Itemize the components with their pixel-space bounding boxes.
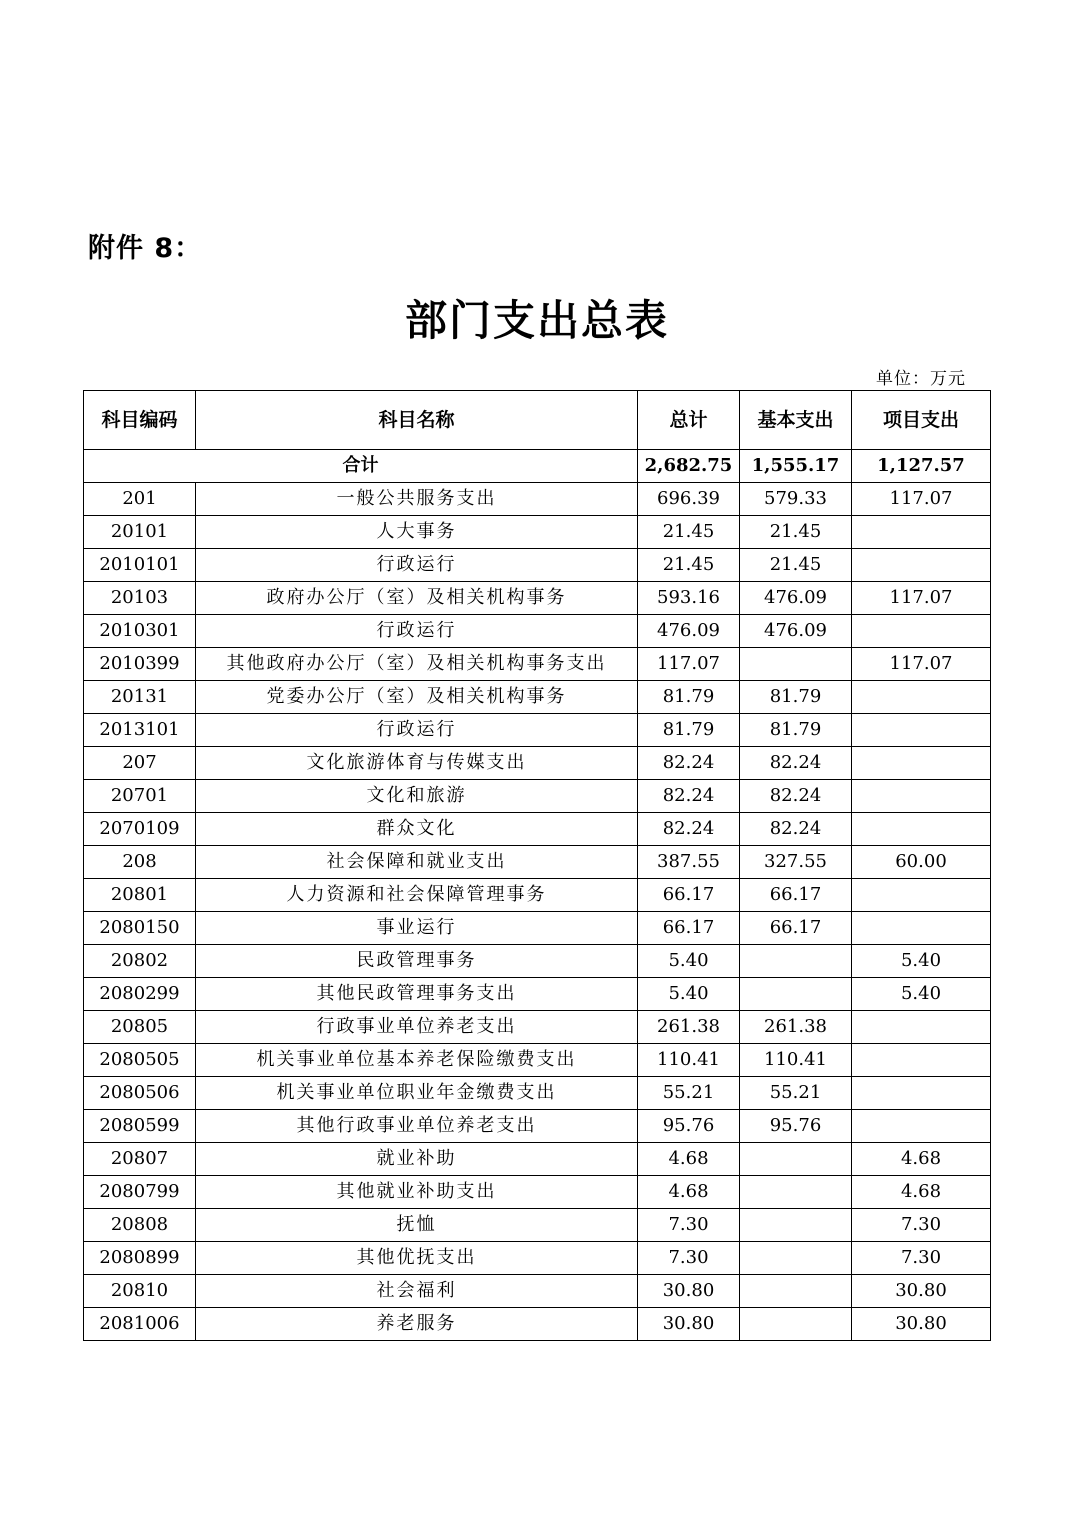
cell-total: 21.45 <box>638 516 740 549</box>
cell-basic: 327.55 <box>740 846 852 879</box>
table-row <box>84 813 991 846</box>
cell-total: 21.45 <box>638 549 740 582</box>
table-row <box>84 1209 991 1242</box>
cell-total: 30.80 <box>638 1308 740 1341</box>
cell-total: 95.76 <box>638 1110 740 1143</box>
cell-total: 7.30 <box>638 1242 740 1275</box>
cell-basic <box>740 1143 852 1176</box>
table-row <box>84 582 991 615</box>
cell-name: 机关事业单位基本养老保险缴费支出 <box>196 1044 638 1077</box>
cell-project: 30.80 <box>852 1275 991 1308</box>
cell-total: 82.24 <box>638 813 740 846</box>
cell-code: 207 <box>84 747 196 780</box>
cell-name: 就业补助 <box>196 1143 638 1176</box>
cell-total: 261.38 <box>638 1011 740 1044</box>
cell-total: 110.41 <box>638 1044 740 1077</box>
cell-basic: 579.33 <box>740 483 852 516</box>
table-body <box>84 450 991 1341</box>
cell-basic <box>740 978 852 1011</box>
cell-project: 117.07 <box>852 648 991 681</box>
cell-basic: 55.21 <box>740 1077 852 1110</box>
table-row <box>84 1011 991 1044</box>
cell-total: 593.16 <box>638 582 740 615</box>
cell-project: 30.80 <box>852 1308 991 1341</box>
cell-code: 2080899 <box>84 1242 196 1275</box>
cell-total: 5.40 <box>638 978 740 1011</box>
cell-project <box>852 912 991 945</box>
cell-name: 民政管理事务 <box>196 945 638 978</box>
attachment-label: 附件 8： <box>88 233 203 264</box>
cell-name: 机关事业单位职业年金缴费支出 <box>196 1077 638 1110</box>
cell-total: 5.40 <box>638 945 740 978</box>
cell-code: 20801 <box>84 879 196 912</box>
cell-code: 20101 <box>84 516 196 549</box>
table-row <box>84 1077 991 1110</box>
cell-code: 20810 <box>84 1275 196 1308</box>
cell-code: 2070109 <box>84 813 196 846</box>
cell-name: 人力资源和社会保障管理事务 <box>196 879 638 912</box>
table-row <box>84 549 991 582</box>
cell-basic: 82.24 <box>740 780 852 813</box>
cell-basic: 95.76 <box>740 1110 852 1143</box>
cell-code: 208 <box>84 846 196 879</box>
unit-label: 单位：万元 <box>876 369 966 389</box>
cell-basic: 81.79 <box>740 714 852 747</box>
cell-name: 事业运行 <box>196 912 638 945</box>
cell-project <box>852 1011 991 1044</box>
table-row <box>84 1308 991 1341</box>
cell-basic: 21.45 <box>740 549 852 582</box>
cell-total: 66.17 <box>638 879 740 912</box>
cell-project: 4.68 <box>852 1143 991 1176</box>
cell-name: 行政事业单位养老支出 <box>196 1011 638 1044</box>
table-row <box>84 747 991 780</box>
table-row <box>84 879 991 912</box>
cell-basic <box>740 1275 852 1308</box>
cell-code: 2080799 <box>84 1176 196 1209</box>
cell-code: 2010301 <box>84 615 196 648</box>
cell-name: 文化和旅游 <box>196 780 638 813</box>
cell-basic <box>740 1209 852 1242</box>
cell-basic <box>740 1242 852 1275</box>
cell-code: 20701 <box>84 780 196 813</box>
cell-basic: 82.24 <box>740 813 852 846</box>
cell-name: 其他就业补助支出 <box>196 1176 638 1209</box>
total-row <box>84 450 991 483</box>
table-row <box>84 912 991 945</box>
cell-project: 7.30 <box>852 1242 991 1275</box>
table-row <box>84 1176 991 1209</box>
cell-code: 201 <box>84 483 196 516</box>
table-row <box>84 780 991 813</box>
cell-basic <box>740 1308 852 1341</box>
table-header-row <box>84 391 991 450</box>
total-project: 1,127.57 <box>852 450 991 483</box>
total-basic: 1,555.17 <box>740 450 852 483</box>
header-total: 总计 <box>638 391 740 450</box>
cell-project <box>852 1044 991 1077</box>
table-row <box>84 1242 991 1275</box>
table-row <box>84 846 991 879</box>
cell-basic <box>740 1176 852 1209</box>
cell-name: 人大事务 <box>196 516 638 549</box>
cell-project <box>852 549 991 582</box>
cell-project <box>852 1110 991 1143</box>
cell-project <box>852 516 991 549</box>
header-basic: 基本支出 <box>740 391 852 450</box>
cell-name: 行政运行 <box>196 615 638 648</box>
cell-code: 2081006 <box>84 1308 196 1341</box>
cell-total: 387.55 <box>638 846 740 879</box>
cell-name: 其他行政事业单位养老支出 <box>196 1110 638 1143</box>
cell-code: 20805 <box>84 1011 196 1044</box>
cell-code: 2080505 <box>84 1044 196 1077</box>
cell-total: 117.07 <box>638 648 740 681</box>
cell-project <box>852 1077 991 1110</box>
cell-total: 66.17 <box>638 912 740 945</box>
cell-name: 养老服务 <box>196 1308 638 1341</box>
cell-total: 4.68 <box>638 1143 740 1176</box>
table-row <box>84 978 991 1011</box>
cell-name: 党委办公厅（室）及相关机构事务 <box>196 681 638 714</box>
header-code: 科目编码 <box>84 391 196 450</box>
cell-project <box>852 747 991 780</box>
cell-total: 82.24 <box>638 780 740 813</box>
cell-code: 20807 <box>84 1143 196 1176</box>
cell-basic: 261.38 <box>740 1011 852 1044</box>
cell-code: 20103 <box>84 582 196 615</box>
cell-total: 30.80 <box>638 1275 740 1308</box>
cell-total: 4.68 <box>638 1176 740 1209</box>
table-row <box>84 615 991 648</box>
cell-name: 社会福利 <box>196 1275 638 1308</box>
cell-code: 2013101 <box>84 714 196 747</box>
cell-project: 5.40 <box>852 945 991 978</box>
cell-basic: 21.45 <box>740 516 852 549</box>
cell-project: 7.30 <box>852 1209 991 1242</box>
cell-total: 696.39 <box>638 483 740 516</box>
cell-basic: 66.17 <box>740 879 852 912</box>
cell-name: 其他政府办公厅（室）及相关机构事务支出 <box>196 648 638 681</box>
cell-project <box>852 879 991 912</box>
cell-project <box>852 681 991 714</box>
cell-project: 60.00 <box>852 846 991 879</box>
cell-name: 行政运行 <box>196 714 638 747</box>
cell-project <box>852 714 991 747</box>
cell-basic <box>740 648 852 681</box>
cell-name: 抚恤 <box>196 1209 638 1242</box>
table-row <box>84 648 991 681</box>
cell-basic: 110.41 <box>740 1044 852 1077</box>
cell-code: 2080506 <box>84 1077 196 1110</box>
cell-code: 20131 <box>84 681 196 714</box>
header-name: 科目名称 <box>196 391 638 450</box>
cell-total: 81.79 <box>638 681 740 714</box>
cell-code: 20802 <box>84 945 196 978</box>
cell-name: 文化旅游体育与传媒支出 <box>196 747 638 780</box>
cell-total: 81.79 <box>638 714 740 747</box>
table-row <box>84 1143 991 1176</box>
cell-project: 117.07 <box>852 483 991 516</box>
expenditure-table <box>83 390 991 1341</box>
cell-basic <box>740 945 852 978</box>
cell-name: 一般公共服务支出 <box>196 483 638 516</box>
cell-project: 4.68 <box>852 1176 991 1209</box>
cell-code: 2010399 <box>84 648 196 681</box>
cell-code: 2080599 <box>84 1110 196 1143</box>
table-row <box>84 483 991 516</box>
cell-basic: 476.09 <box>740 615 852 648</box>
cell-code: 20808 <box>84 1209 196 1242</box>
cell-project <box>852 615 991 648</box>
page-title: 部门支出总表 <box>404 296 669 345</box>
cell-code: 2080150 <box>84 912 196 945</box>
cell-project <box>852 780 991 813</box>
cell-total: 7.30 <box>638 1209 740 1242</box>
table-row <box>84 714 991 747</box>
cell-name: 其他优抚支出 <box>196 1242 638 1275</box>
cell-total: 82.24 <box>638 747 740 780</box>
table-row <box>84 516 991 549</box>
cell-project <box>852 813 991 846</box>
table-row <box>84 1110 991 1143</box>
cell-name: 其他民政管理事务支出 <box>196 978 638 1011</box>
cell-project: 117.07 <box>852 582 991 615</box>
cell-name: 群众文化 <box>196 813 638 846</box>
cell-basic: 66.17 <box>740 912 852 945</box>
table-row <box>84 945 991 978</box>
cell-total: 55.21 <box>638 1077 740 1110</box>
cell-name: 社会保障和就业支出 <box>196 846 638 879</box>
cell-name: 政府办公厅（室）及相关机构事务 <box>196 582 638 615</box>
table-row <box>84 681 991 714</box>
cell-total: 476.09 <box>638 615 740 648</box>
cell-project: 5.40 <box>852 978 991 1011</box>
total-total: 2,682.75 <box>638 450 740 483</box>
header-project: 项目支出 <box>852 391 991 450</box>
cell-code: 2010101 <box>84 549 196 582</box>
cell-basic: 81.79 <box>740 681 852 714</box>
cell-name: 行政运行 <box>196 549 638 582</box>
cell-basic: 476.09 <box>740 582 852 615</box>
cell-basic: 82.24 <box>740 747 852 780</box>
total-label: 合计 <box>84 450 638 483</box>
table-row <box>84 1044 991 1077</box>
table-row <box>84 1275 991 1308</box>
cell-code: 2080299 <box>84 978 196 1011</box>
